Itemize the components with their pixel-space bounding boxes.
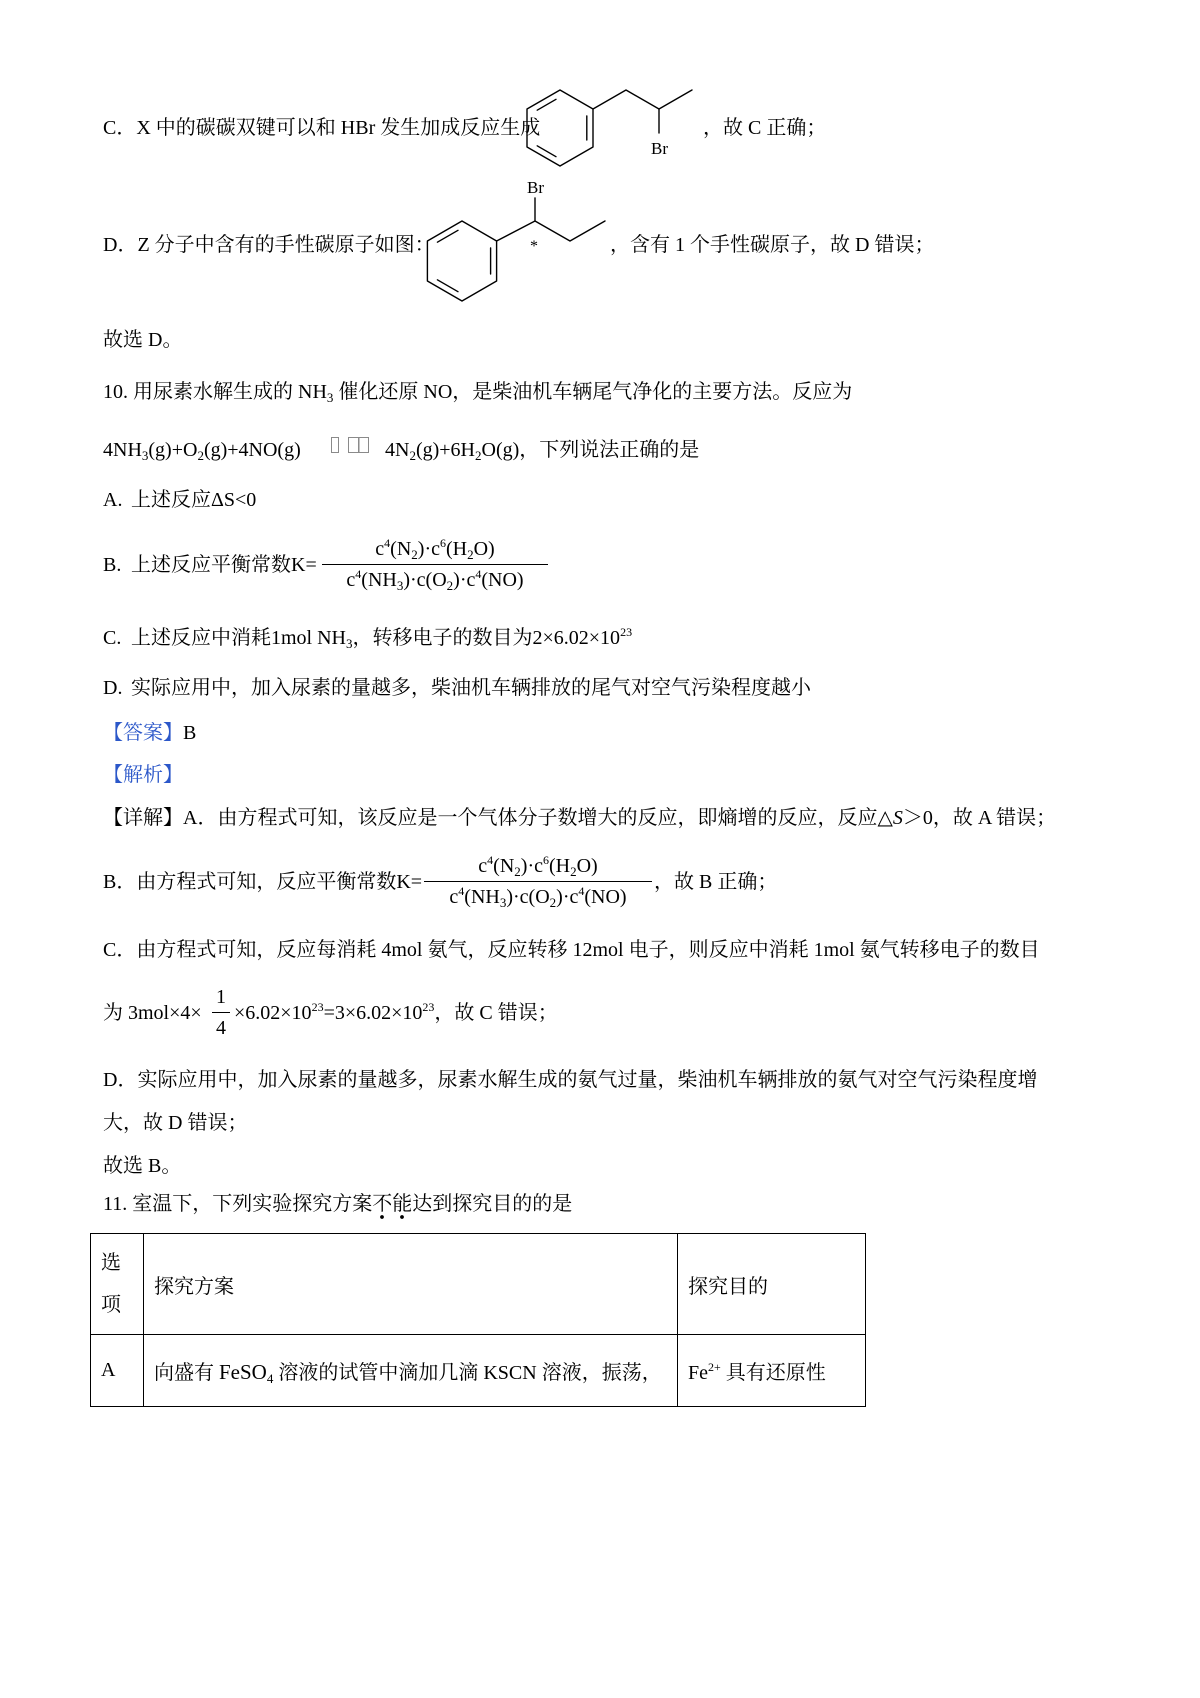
superscript: 23	[311, 1000, 324, 1014]
row-scheme	[144, 1335, 678, 1407]
detail-d-line2: 大，故 D 错误；	[103, 1112, 248, 1134]
option-text: 上述反应平衡常数	[131, 554, 291, 576]
structure-2-bromopropylbenzene	[500, 70, 720, 180]
carbon-chain	[593, 90, 692, 109]
option-label: A.	[103, 489, 123, 511]
analysis-label: 【解析】	[103, 764, 183, 786]
detail-a	[103, 806, 1056, 830]
q10-equation-right	[385, 438, 699, 462]
double-bond	[437, 230, 458, 242]
q9-option-d-text: D．Z 分子中含有的手性碳原子如图：	[103, 234, 435, 256]
detail-text: A．由方程式可知，该反应是一个气体分子数增大的反应，即熵增的反应，反应△	[183, 807, 893, 829]
formula-text: )·c	[453, 569, 476, 592]
header-scheme: 探究方案	[144, 1234, 678, 1335]
question-number: 10.	[103, 381, 128, 403]
subscript: 3	[346, 636, 353, 651]
subscript: 3	[396, 578, 404, 594]
formula-text: )·c	[556, 886, 579, 909]
q11-stem	[103, 1192, 572, 1216]
table-header-row	[91, 1234, 866, 1335]
subscript: 2	[409, 448, 416, 463]
superscript: 2+	[708, 1360, 721, 1374]
superscript: 4	[487, 853, 494, 867]
row-purpose	[678, 1335, 866, 1407]
subscript: 3	[326, 390, 334, 405]
cell-text: 溶液的试管中滴加几滴 KSCN 溶液，振荡，	[273, 1362, 662, 1384]
missing-glyph-icon	[348, 437, 369, 453]
detail-b	[103, 870, 422, 894]
detail-b-tail: ，故 B 正确；	[654, 871, 778, 893]
subscript: 3	[499, 895, 507, 911]
equilibrium-constant-fraction	[424, 851, 652, 912]
k-symbol: K=	[291, 554, 317, 576]
subscript: 2	[475, 448, 482, 463]
formula-text: (NO)	[481, 569, 524, 592]
formula-text: =3×6.02×10	[323, 1002, 423, 1024]
superscript: 4	[578, 884, 585, 899]
table-row	[91, 1335, 866, 1407]
formula-text: (NH	[361, 569, 397, 592]
formula-text: (N	[390, 538, 412, 560]
detail-label: 【详解】	[103, 807, 183, 829]
subscript: 2	[514, 864, 521, 879]
subscript: 2	[411, 547, 418, 562]
formula-text: O)	[473, 538, 495, 560]
superscript: 4	[355, 567, 362, 582]
option-text: ，转移电子的数目为	[352, 627, 533, 649]
q9-option-c-tail: ，故 C 正确；	[703, 117, 827, 139]
formula-text: O)	[576, 855, 598, 877]
cell-text: 向盛有	[154, 1362, 219, 1384]
formula-text: )·c	[417, 538, 440, 560]
structure-1-bromopropylbenzene	[415, 170, 625, 310]
detail-text: ，故 C 错误；	[434, 1002, 558, 1024]
superscript: 23	[422, 1000, 435, 1014]
equation-tail: ，下列说法正确的是	[519, 439, 700, 461]
q10-option-a	[103, 488, 256, 512]
formula-text: c	[346, 569, 356, 592]
q10-option-b	[103, 553, 317, 577]
formula-text: ×6.02×10	[234, 1002, 312, 1024]
superscript: 6	[439, 536, 446, 550]
formula-text: FeSO	[219, 1360, 267, 1384]
reaction-arrow-placeholder	[331, 437, 378, 455]
benzene-ring	[527, 90, 593, 166]
formula-text: (NH	[464, 886, 500, 909]
formula-text: (g)+O	[148, 439, 198, 461]
detail-text: B．由方程式可知，反应平衡常数	[103, 871, 397, 893]
detail-choose: 故选 B。	[103, 1155, 182, 1177]
superscript: 23	[620, 625, 633, 639]
answer-line	[103, 721, 196, 745]
formula-text: Fe	[688, 1362, 708, 1384]
option-label: B.	[103, 554, 122, 576]
option-text: 实际应用中，加入尿素的量越多，柴油机车辆排放的尾气对空气污染程度越小	[131, 677, 811, 699]
cell-text: 具有还原性	[720, 1362, 826, 1384]
equilibrium-constant-fraction	[322, 534, 548, 595]
stem-text: 用尿素水解生成的 NH	[133, 381, 327, 403]
formula-text: 4NH	[103, 439, 142, 461]
carbon-chain	[497, 221, 605, 241]
ring-outline	[527, 90, 593, 166]
fraction-denominator: 4	[216, 1017, 226, 1040]
question-number: 11.	[103, 1193, 128, 1215]
superscript: 4	[458, 884, 465, 899]
q10-stem	[103, 380, 852, 404]
subscript: 2	[549, 895, 557, 911]
option-label: C.	[103, 627, 122, 649]
formula-text: 1mol NH	[271, 627, 346, 649]
q9-option-c-text: C．X 中的碳碳双键可以和 HBr 发生加成反应生成	[103, 117, 541, 139]
benzene-ring	[427, 221, 496, 301]
superscript: 4	[475, 567, 482, 582]
formula-text: )·c	[520, 855, 543, 877]
br-label: Br	[651, 139, 668, 158]
answer-label: 【答案】	[103, 722, 183, 744]
emphasized-text: 不能	[372, 1193, 412, 1220]
subscript: 2	[467, 547, 474, 562]
detail-c-line2-rest	[234, 1001, 558, 1025]
formula-text: )·c(O	[506, 886, 550, 909]
subscript: 2	[197, 448, 204, 463]
subscript: 2	[570, 864, 577, 879]
fraction-numerator	[478, 851, 597, 881]
formula-text: (NO)	[584, 886, 627, 909]
formula-text: c	[449, 886, 459, 909]
stem-text: 达到探究目的的是	[412, 1193, 573, 1215]
quarter-fraction	[212, 982, 230, 1043]
detail-text: ＞0，故 A 错误；	[902, 807, 1057, 829]
detail-d-line1: D．实际应用中，加入尿素的量越多，尿素水解生成的氨气过量，柴油机车辆排放的氨气对空气污染程度增	[103, 1069, 1038, 1091]
option-math: ΔS<0	[211, 489, 257, 511]
stem-text: 催化还原 NO，是柴油机车辆尾气净化的主要方法。反应为	[333, 381, 853, 403]
row-option: A	[91, 1335, 144, 1407]
formula-text: c	[375, 538, 385, 560]
option-text: 上述反应	[131, 489, 211, 511]
fraction-numerator	[375, 534, 494, 564]
chiral-center-star: *	[530, 238, 538, 255]
subscript: 3	[141, 448, 149, 463]
formula-text: (N	[493, 855, 515, 877]
q11-table	[90, 1233, 866, 1407]
formula-text: (g)+6H	[415, 439, 475, 461]
k-symbol: K=	[396, 871, 423, 893]
answer-value: B	[183, 722, 197, 744]
fraction-numerator: 1	[216, 986, 226, 1008]
q10-option-c	[103, 626, 632, 650]
option-label: D.	[103, 677, 123, 699]
option-text: 上述反应中消耗	[131, 627, 271, 649]
stem-text: 室温下，下列实验探究方案	[132, 1193, 373, 1215]
fraction-denominator	[346, 565, 523, 595]
header-purpose: 探究目的	[678, 1234, 866, 1335]
br-label: Br	[527, 178, 544, 197]
entropy-symbol: S	[892, 807, 903, 829]
fraction-denominator	[449, 882, 626, 912]
formula-text: 2×6.02×10	[532, 627, 621, 649]
superscript: 4	[384, 536, 391, 550]
q9-option-d-tail: ，含有 1 个手性碳原子，故 D 错误；	[610, 234, 935, 256]
q10-equation-left	[103, 438, 301, 462]
double-bond	[437, 280, 458, 292]
detail-c-line2-lead: 为 3mol×4×	[103, 1002, 202, 1024]
header-option: 选项	[91, 1234, 144, 1335]
formula-text: (g)+4NO(g)	[203, 439, 301, 461]
formula-text: c	[478, 855, 488, 877]
formula-text: 4N	[385, 439, 410, 461]
subscript: 2	[446, 578, 454, 594]
missing-glyph-icon	[331, 437, 339, 453]
subscript: 4	[266, 1371, 274, 1386]
superscript: 6	[542, 853, 549, 867]
formula-text: )·c(O	[403, 569, 447, 592]
formula-text: (H	[445, 538, 468, 560]
formula-text: (H	[548, 855, 571, 877]
formula-text: O(g)	[481, 439, 520, 461]
ring-outline	[427, 221, 496, 301]
q10-option-d	[103, 676, 811, 700]
detail-c-line1: C．由方程式可知，反应每消耗 4mol 氨气，反应转移 12mol 电子，则反应中消耗 1mol 氨气转移电子的数目	[103, 939, 1040, 961]
q9-choose: 故选 D。	[103, 329, 183, 351]
